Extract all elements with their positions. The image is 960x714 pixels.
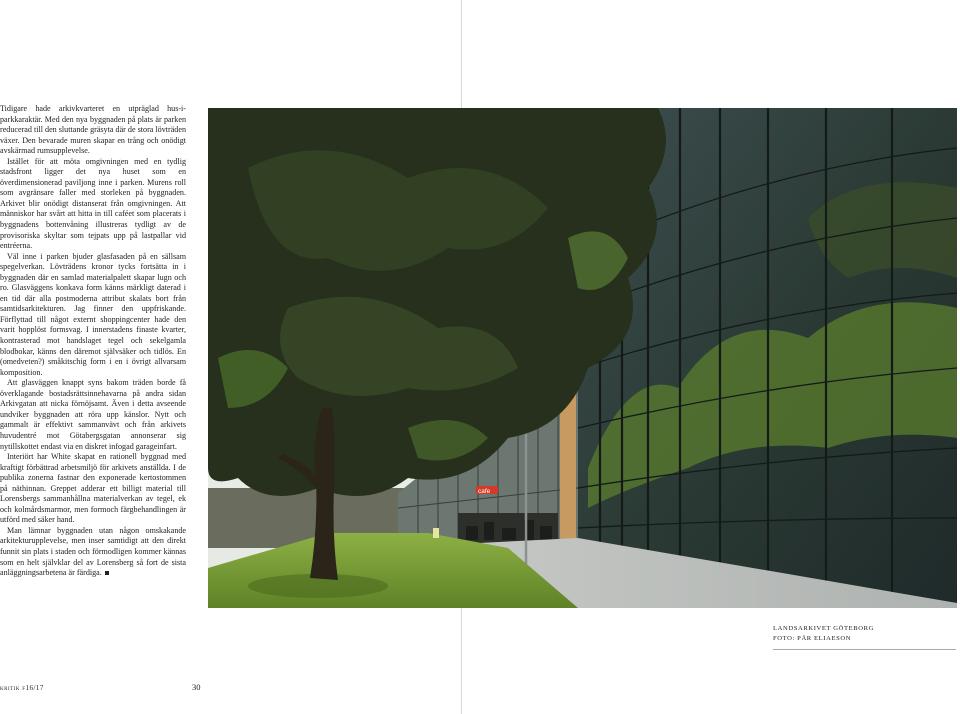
caption-rule [773,649,956,650]
paragraph-6-text: Man lämnar byggnaden utan någon omskakande arkitekturupplevelse, men inser samtidigt att den direkt funnit sin plats i staden och förmodligen kommer kännas som en helt självklar del av Lorensberg så fort de sista anläggningsarbetena är färdiga. [0,525,186,578]
cafe-sign: cafe [478,488,491,495]
paragraph-2: Istället för att möta omgivningen med en tydlig stadsfront ligger det nya huset som en överdimensionerad paviljong inne i parken. Murens roll som avgränsare faller med storleken på byggnaden. Arkivet blir onödigt distanserat från omgivningen. Att människor har svårt att hitta in till caféet som placerats i byggnadens bottenvåning illustreras tydligt av de provisoriska skyltar som tejpats upp på lastpallar vid entréerna. [0,156,186,251]
paragraph-4: Att glasväggen knappt syns bakom träden borde få överklagande bostadsrättsinnehavarna på andra sidan Arkivgatan att nicka förnöjsamt. Även i detta avseende undviker byggnaden att röra upp känslor. Nytt och gammalt är effektivt sammanvävt och från arkivets huvudentré mot Götabergsgatan annonserar sig nytillskottet endast via en diskret infogad garageinfart. [0,378,186,451]
photo-caption [773,624,956,650]
article-body [0,104,186,579]
photo-illustration [208,108,957,608]
paragraph-3: Väl inne i parken bjuder glasfasaden på en sällsam spegelverkan. Lövträdens kronor tycks fortsätta in i byggnaden där en samlad materialpalett skapar lugn och ro. Glasväggens konkava form känns märkligt daterad i en tid där alla postmoderna attribut skalats bort från samtidsarkitekturen. Jag finner den uppfriskande. Förflyttad till något externt shoppingcenter hade den varit hopplöst formsvag. I innerstadens finaste kvarter, kontrasterad mot handslaget tegel och sekelgamla blodbokar, känns den däremot självsäker och tidlös. En (omedveten?) småkitschig form i en i övrigt allvarsam komposition. [0,251,186,377]
building-photo [208,108,957,608]
caption-title: LANDSARKIVET GÖTEBORG [773,625,874,632]
paragraph-6 [0,526,186,579]
publication-footer: kritik f16/17 [0,684,44,692]
paragraph-1: Tidigare hade arkivkvarteret en utpräglad hus-i-parkkaraktär. Med den nya byggnaden på plats är parken reducerad till den sluttande gräsyta där de stora lövträden växer. Den bevarade muren skapar en trång och onödigt avskärmad rumsupplevelse. [0,104,186,156]
end-mark-icon [105,571,109,575]
paragraph-5: Interiört har White skapat en rationell byggnad med kraftigt förbättrad arbetsmiljö för arkivets anställda. I de publika zonerna fastnar den exponerade kertostommen på näthinnan. Greppet adderar ett billigt material till Lorensbergs sammanhållna materialverkan av tegel, ek och kolmårdsmarmor, men formoch färgbehandlingen är utförd med säker hand. [0,452,186,525]
page-number: 30 [192,682,201,692]
path-sign [433,528,439,538]
caption-credit: FOTO: PÄR ELIAESON [773,635,852,642]
